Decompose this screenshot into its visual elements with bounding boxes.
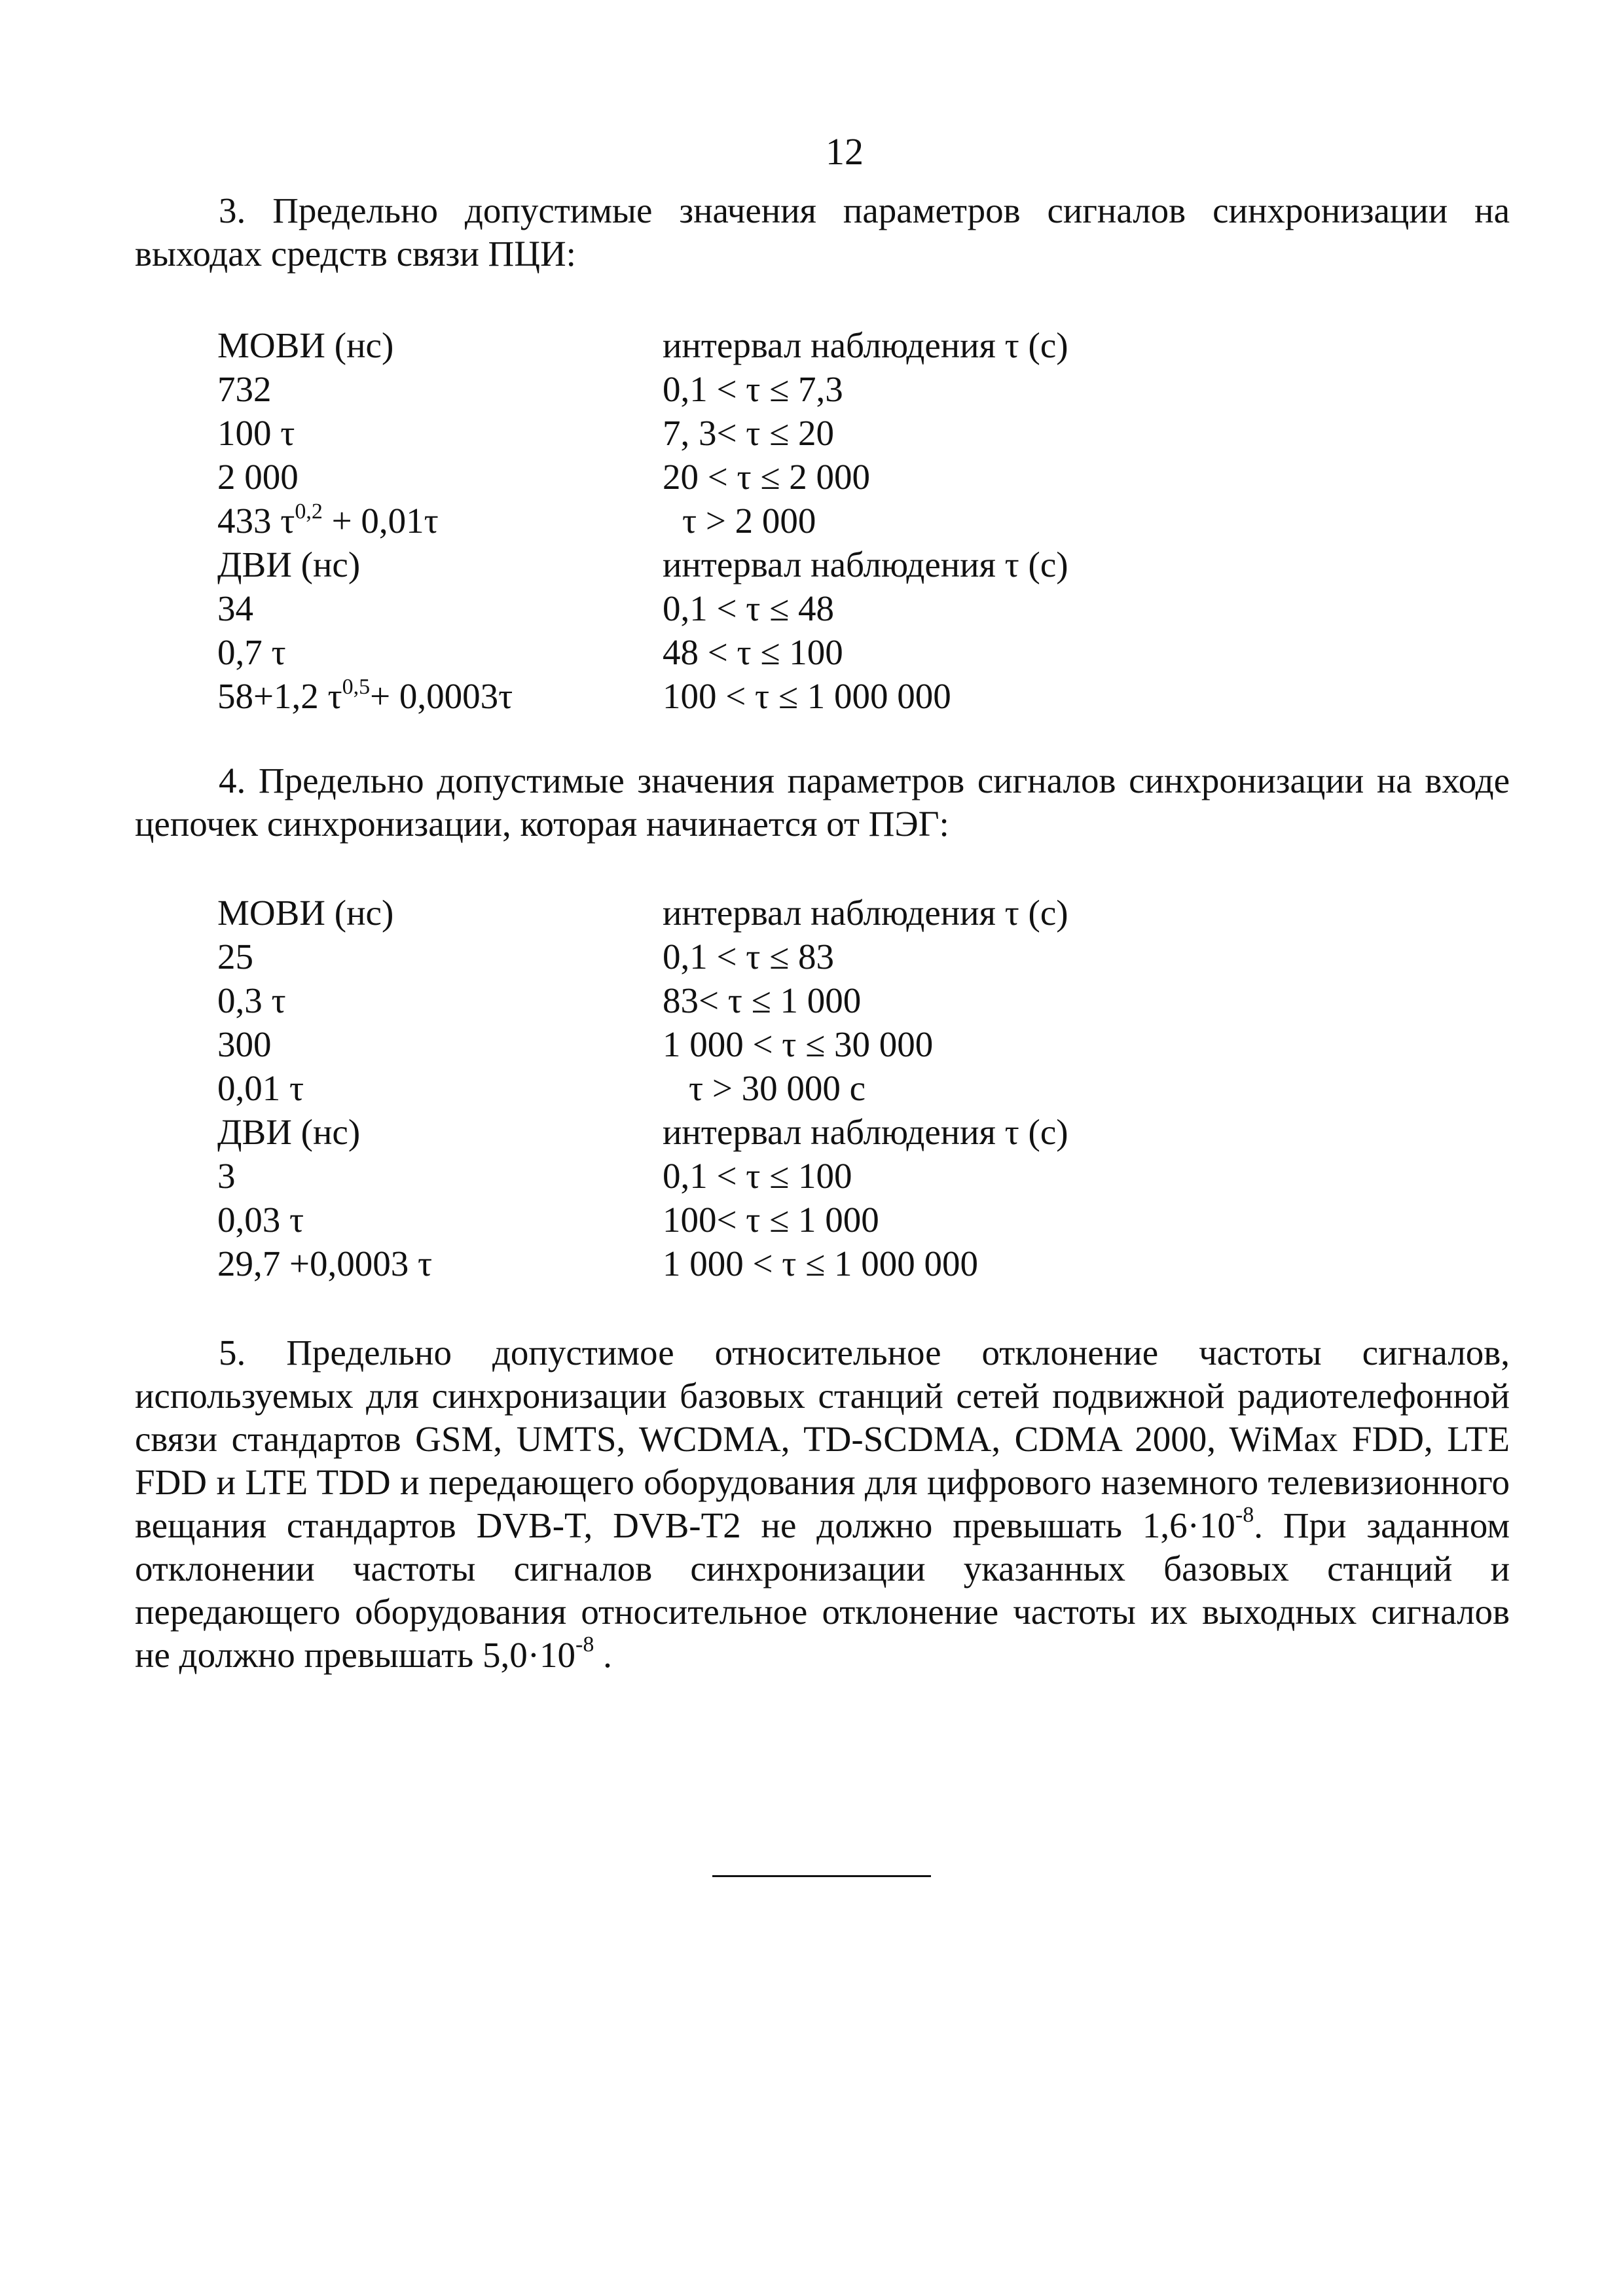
table-row (217, 411, 1330, 455)
section-5-text-part: 5. Предельно допустимое относительное отклонение частоты сигналов, используемых для синхронизации базовых станций сетей подвижной радиотелефонной связи стандартов GSM, UMTS, WCDMA, TD-SCDMA, CDMA 2000, WiMax FDD, LTE FDD и LTE TDD и передающего оборудования для цифрового наземного телевизионного вещания стандартов DVB-T, DVB-T2 не должно превышать 1,6·10 (135, 1333, 1510, 1545)
parameter-cell: 34 (217, 588, 253, 628)
parameter-cell: ДВИ (нс) (217, 1112, 361, 1152)
interval-cell: 7, 3< τ ≤ 20 (663, 413, 835, 453)
parameter-cell: 300 (217, 1024, 272, 1064)
parameter-cell: 2 000 (217, 457, 299, 497)
interval-cell: 1 000 < τ ≤ 1 000 000 (663, 1244, 979, 1283)
interval-cell: 20 < τ ≤ 2 000 (663, 457, 871, 497)
parameter-cell: 0,03 τ (217, 1200, 304, 1240)
table-row (217, 674, 1330, 718)
interval-cell: τ > 30 000 с (689, 1068, 866, 1108)
interval-cell: интервал наблюдения τ (с) (663, 1112, 1068, 1152)
section-5-text-part: . (594, 1635, 612, 1675)
formula-tail: + 0,01τ (322, 501, 439, 541)
parameter-cell: 0,3 τ (217, 980, 286, 1020)
interval-cell: интервал наблюдения τ (с) (663, 545, 1068, 584)
formula-base: 58+1,2 τ (217, 676, 342, 716)
section-3-paragraph: 3. Предельно допустимые значения параметров сигналов синхронизации на выходах средств связи ПЦИ: (135, 190, 1510, 274)
exponent: -8 (1235, 1503, 1254, 1527)
section-5-text-part: . При заданном отклонении частоты сигналов синхронизации указанных базовых станций и передающего оборудования относительное отклонение частоты их выходных сигналов не должно превышать 5,0·10 (135, 1505, 1510, 1675)
table-row (217, 1066, 1330, 1110)
formula-tail: + 0,0003τ (370, 676, 513, 716)
table-row (217, 891, 1330, 935)
page-number: 12 (826, 130, 864, 173)
section-4-table (217, 891, 1330, 1285)
parameter-cell: 25 (217, 937, 253, 977)
parameter-cell: 29,7 +0,0003 τ (217, 1244, 433, 1283)
parameter-cell: МОВИ (нс) (217, 325, 394, 365)
interval-cell: 0,1 < τ ≤ 100 (663, 1156, 852, 1196)
interval-cell: 100< τ ≤ 1 000 (663, 1200, 879, 1240)
table-row (217, 543, 1330, 586)
table-row (217, 1242, 1330, 1285)
parameter-cell: 732 (217, 369, 272, 409)
table-row (217, 1022, 1330, 1066)
exponent: -8 (575, 1632, 594, 1657)
table-row (217, 499, 1330, 543)
table-row (217, 367, 1330, 411)
parameter-cell: 0,7 τ (217, 632, 286, 672)
parameter-cell: 3 (217, 1156, 236, 1196)
section-5-paragraph (135, 1331, 1510, 1677)
parameter-cell: МОВИ (нс) (217, 893, 394, 933)
parameter-cell (217, 499, 439, 543)
interval-cell: интервал наблюдения τ (с) (663, 325, 1068, 365)
table-row (217, 586, 1330, 630)
table-row (217, 323, 1330, 367)
interval-cell: 1 000 < τ ≤ 30 000 (663, 1024, 934, 1064)
interval-cell: 100 < τ ≤ 1 000 000 (663, 676, 951, 716)
parameter-cell: 0,01 τ (217, 1068, 304, 1108)
section-4-paragraph: 4. Предельно допустимые значения параметров сигналов синхронизации на входе цепочек синхронизации, которая начинается от ПЭГ: (135, 761, 1510, 844)
interval-cell: 0,1 < τ ≤ 7,3 (663, 369, 843, 409)
table-row (217, 978, 1330, 1022)
formula-base: 433 τ (217, 501, 295, 541)
table-row (217, 455, 1330, 499)
parameter-cell: ДВИ (нс) (217, 545, 361, 584)
closing-rule (712, 1875, 931, 1877)
table-row (217, 935, 1330, 978)
interval-cell: 0,1 < τ ≤ 83 (663, 937, 835, 977)
interval-cell: 0,1 < τ ≤ 48 (663, 588, 835, 628)
interval-cell: 48 < τ ≤ 100 (663, 632, 843, 672)
interval-cell: 83< τ ≤ 1 000 (663, 980, 862, 1020)
interval-cell: τ > 2 000 (682, 501, 816, 541)
table-row (217, 1110, 1330, 1154)
table-row (217, 1154, 1330, 1198)
section-3-table (217, 323, 1330, 718)
formula-exponent: 0,2 (295, 499, 323, 524)
formula-exponent: 0,5 (342, 675, 371, 699)
interval-cell: интервал наблюдения τ (с) (663, 893, 1068, 933)
table-row (217, 1198, 1330, 1242)
table-row (217, 630, 1330, 674)
parameter-cell: 100 τ (217, 413, 295, 453)
parameter-cell (217, 674, 513, 718)
